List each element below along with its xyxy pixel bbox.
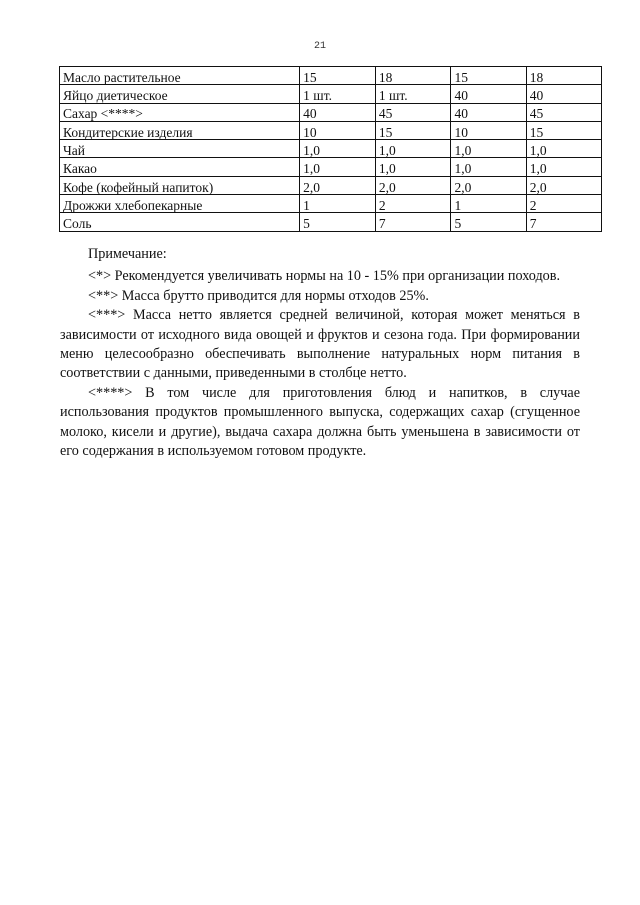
- norm-value-cell: 1,0: [526, 158, 601, 176]
- norm-value-cell: 15: [451, 67, 526, 85]
- norm-value-cell: 40: [451, 85, 526, 103]
- norm-value-cell: 18: [375, 67, 451, 85]
- notes-section: [60, 245, 580, 461]
- table-row: [60, 158, 602, 176]
- norm-value-cell: 2,0: [526, 176, 601, 194]
- norm-value-cell: 1,0: [526, 140, 601, 158]
- page-number: 21: [313, 41, 326, 52]
- norm-value-cell: 15: [300, 67, 376, 85]
- norm-value-cell: 7: [375, 213, 451, 231]
- table-row: [60, 176, 602, 194]
- product-name-cell: Соль: [60, 213, 300, 231]
- norm-value-cell: 40: [300, 103, 376, 121]
- norm-value-cell: 2,0: [300, 176, 376, 194]
- notes-title: Примечание:: [88, 246, 167, 262]
- table-row: [60, 103, 602, 121]
- norm-value-cell: 2: [526, 195, 601, 213]
- note-3: <***> Масса нетто является средней величиной, которая может меняться в зависимости от исходного вида овощей и фруктов и сезона года. При формировании меню целесообразно обеспечивать выполнение натуральных норм питания в соответствии с данными, приведенными в столбце нетто.: [60, 307, 580, 382]
- food-norms-table: [59, 66, 602, 232]
- norm-value-cell: 2: [375, 195, 451, 213]
- norm-value-cell: 15: [526, 121, 601, 139]
- norm-value-cell: 1 шт.: [300, 85, 376, 103]
- table-row: [60, 213, 602, 231]
- norm-value-cell: 1: [451, 195, 526, 213]
- product-name-cell: Яйцо диетическое: [60, 85, 300, 103]
- table-row: [60, 195, 602, 213]
- norm-value-cell: 1: [300, 195, 376, 213]
- norm-value-cell: 45: [526, 103, 601, 121]
- table-row: [60, 85, 602, 103]
- norm-value-cell: 2,0: [451, 176, 526, 194]
- norm-value-cell: 15: [375, 121, 451, 139]
- norm-value-cell: 1,0: [451, 140, 526, 158]
- norm-value-cell: 1,0: [451, 158, 526, 176]
- norm-value-cell: 10: [451, 121, 526, 139]
- norm-value-cell: 1 шт.: [375, 85, 451, 103]
- norm-value-cell: 1,0: [375, 140, 451, 158]
- norm-value-cell: 7: [526, 213, 601, 231]
- product-name-cell: Кондитерские изделия: [60, 121, 300, 139]
- norm-value-cell: 45: [375, 103, 451, 121]
- table-row: [60, 121, 602, 139]
- product-name-cell: Какао: [60, 158, 300, 176]
- norm-value-cell: 40: [451, 103, 526, 121]
- product-name-cell: Чай: [60, 140, 300, 158]
- norm-value-cell: 40: [526, 85, 601, 103]
- table-body: [60, 67, 602, 232]
- norm-value-cell: 2,0: [375, 176, 451, 194]
- norm-value-cell: 10: [300, 121, 376, 139]
- note-4: <****> В том числе для приготовления блюд и напитков, в случае использования продуктов промышленного выпуска, содержащих сахар (сгущенное молоко, кисели и другие), выдача сахара должна быть уменьшена в зависимости от его содержания в используемом готовом продукте.: [60, 384, 580, 460]
- norm-value-cell: 1,0: [375, 158, 451, 176]
- table-row: [60, 67, 602, 85]
- product-name-cell: Кофе (кофейный напиток): [60, 176, 300, 194]
- note-1: <*> Рекомендуется увеличивать нормы на 10 - 15% при организации походов.: [88, 268, 561, 285]
- norm-value-cell: 18: [526, 67, 601, 85]
- norm-value-cell: 1,0: [300, 158, 376, 176]
- product-name-cell: Дрожжи хлебопекарные: [60, 195, 300, 213]
- product-name-cell: Масло растительное: [60, 67, 300, 85]
- norm-value-cell: 1,0: [300, 140, 376, 158]
- note-2: <**> Масса брутто приводится для нормы отходов 25%.: [88, 287, 429, 304]
- product-name-cell: Сахар <****>: [60, 103, 300, 121]
- table-row: [60, 140, 602, 158]
- norm-value-cell: 5: [451, 213, 526, 231]
- norm-value-cell: 5: [300, 213, 376, 231]
